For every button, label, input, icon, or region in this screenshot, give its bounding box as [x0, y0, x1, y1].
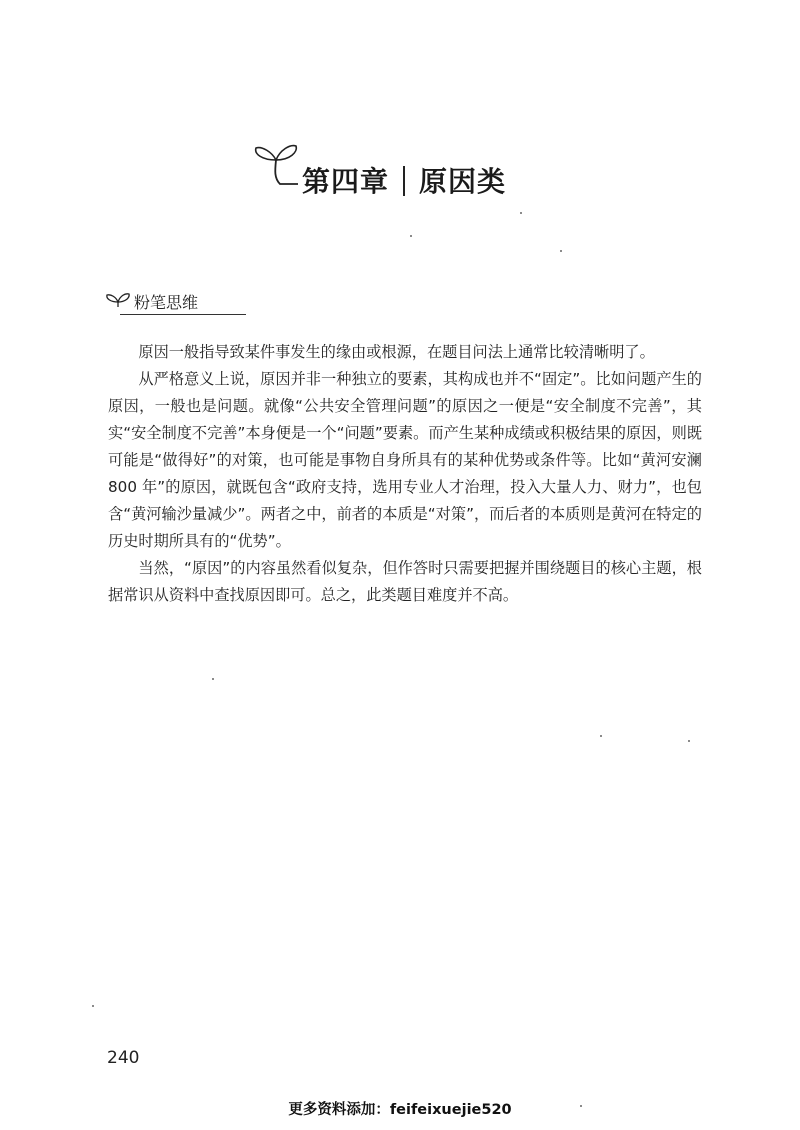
- section-underline: [120, 314, 246, 315]
- body-text: [108, 339, 702, 609]
- paragraph: 原因一般指导致某件事发生的缘由或根源，在题目问法上通常比较清晰明了。: [138, 343, 655, 361]
- scan-speck: [212, 678, 214, 680]
- footer-note: 更多资料添加：feifeixuejie520: [288, 1102, 512, 1118]
- section-heading: [106, 290, 246, 320]
- sprout-icon: [252, 138, 300, 194]
- scan-speck: [580, 1105, 582, 1107]
- section-title: 粉笔思维: [134, 293, 199, 312]
- scan-speck: [410, 235, 412, 237]
- scan-speck: [520, 212, 522, 214]
- scan-speck: [688, 740, 690, 742]
- paragraph: 当然，“原因”的内容虽然看似复杂，但作答时只需要把握并围绕题目的核心主题，根据常识从资料中查找原因即可。总之，此类题目难度并不高。: [108, 559, 702, 604]
- scan-speck: [560, 250, 562, 252]
- scan-speck: [600, 735, 602, 737]
- chapter-header: [252, 138, 552, 208]
- chapter-number: 第四章: [302, 165, 390, 198]
- page-number: 240: [107, 1048, 140, 1068]
- sprout-icon: [106, 292, 130, 308]
- title-divider: [403, 166, 405, 196]
- scan-speck: [92, 1005, 94, 1007]
- chapter-name: 原因类: [419, 165, 507, 198]
- chapter-title: [302, 160, 506, 200]
- paragraph: 从严格意义上说，原因并非一种独立的要素，其构成也并不“固定”。比如问题产生的原因，一般也是问题。就像“公共安全管理问题”的原因之一便是“安全制度不完善”，其实“安全制度不完善”本身便是一个“问题”要素。而产生某种成绩或积极结果的原因，则既可能是“做得好”的对策，也可能是事物自身所具有的某种优势或条件等。比如“黄河安澜 800 年”的原因，就既包含“政府支持，选用专业人才治理，投入大量人力、财力”，也包含“黄河输沙量减少”。两者之中，前者的本质是“对策”，而后者的本质则是黄河在特定的历史时期所具有的“优势”。: [108, 370, 702, 550]
